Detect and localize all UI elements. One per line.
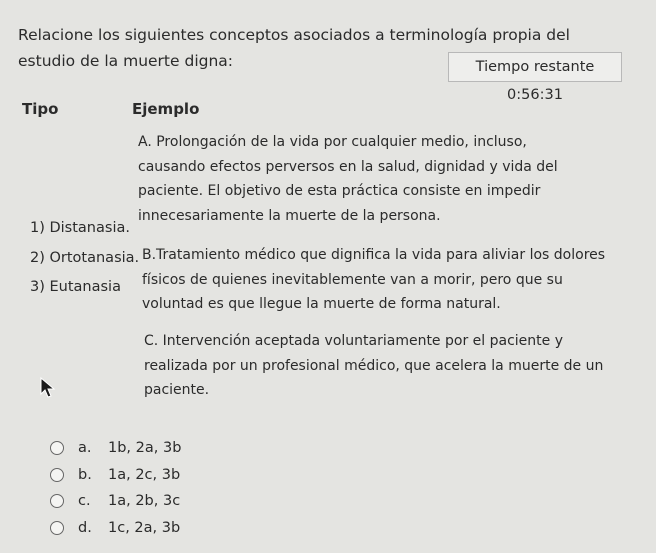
option-letter: c. [78,493,91,510]
tipo-item-ortotanasia: 2) Ortotanasia. [30,250,140,266]
radio-button-icon[interactable] [50,494,64,508]
option-text: 1c, 2a, 3b [108,519,181,536]
mouse-pointer-icon [40,377,56,399]
tipo-item-distanasia: 1) Distanasia. [30,220,130,236]
ejemplo-item-a: A. Prolongación de la vida por cualquier medio, incluso, causando efectos perversos en la salud, dignidad y vida del paciente. El objetivo de esta práctica consiste en impedir innecesariamente la muerte de la persona. [138,134,558,224]
radio-button-icon[interactable] [50,468,64,482]
radio-button-icon[interactable] [50,441,64,455]
option-text: 1a, 2c, 3b [108,466,181,483]
ejemplo-item-b: B.Tratamiento médico que dignifica la vida para aliviar los dolores físicos de quienes inevitablemente van a morir, pero que su voluntad es que llegue la muerte de forma natural. [142,247,606,312]
option-b[interactable] [50,462,181,489]
column-header-ejemplo: Ejemplo [132,100,200,118]
option-text: 1b, 2a, 3b [108,440,182,457]
radio-button-icon[interactable] [50,521,64,535]
ejemplo-item-c: C. Intervención aceptada voluntariamente por el paciente y realizada por un profesional médico, que acelera la muerte de un paciente. [144,333,604,398]
answer-options [50,435,181,541]
question-text: Relacione los siguientes conceptos asociados a terminología propia del estudio de la muerte digna: [18,26,570,70]
option-text: 1a, 2b, 3c [108,493,181,510]
option-d[interactable] [50,515,181,542]
timer-remaining: Tiempo restante 0:56:31 [448,52,622,82]
option-a[interactable] [50,435,181,462]
tipo-item-eutanasia: 3) Eutanasia [30,279,121,295]
option-letter: a. [78,440,92,457]
column-header-tipo: Tipo [22,100,59,118]
option-letter: b. [78,466,92,483]
option-letter: d. [78,519,92,536]
option-c[interactable] [50,488,181,515]
